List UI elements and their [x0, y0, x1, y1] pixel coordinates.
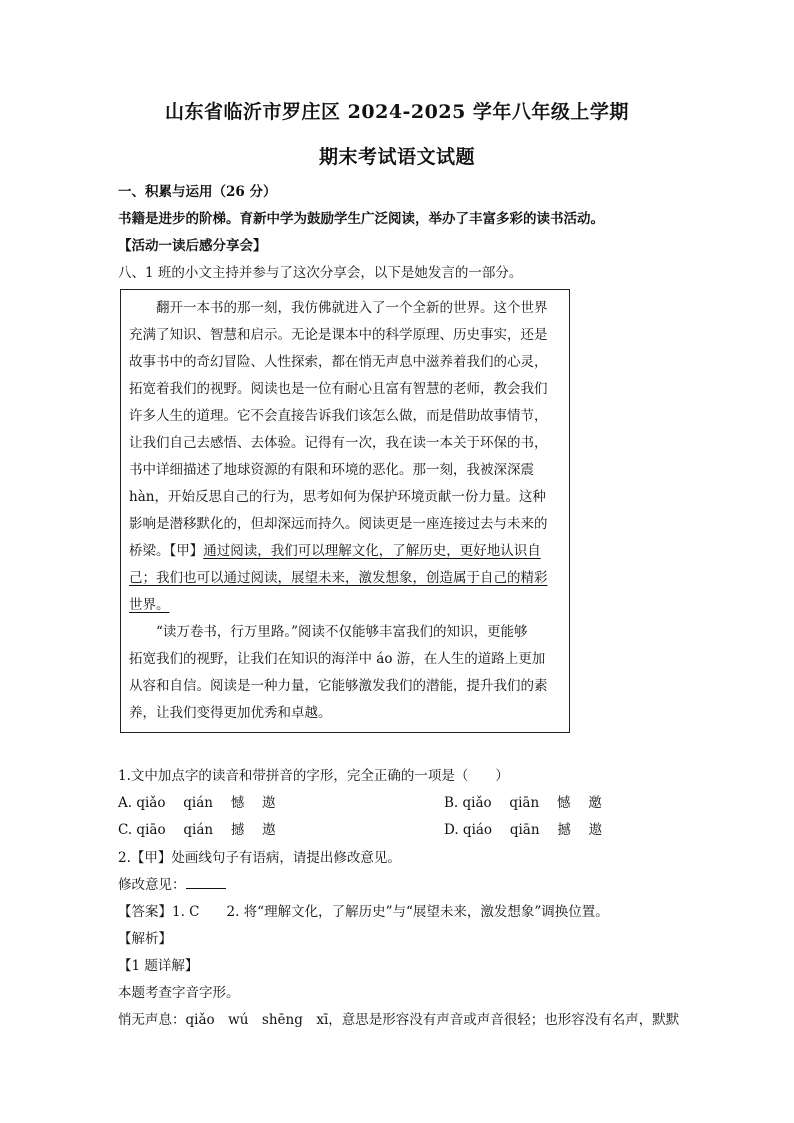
passage-line: 养，让我们变得更加优秀和卓越。 — [129, 705, 332, 721]
analysis-heading: 【解析】 — [118, 931, 172, 947]
answer-line — [118, 873, 226, 893]
underlined-sentence: 通过阅读，我们可以理解文化，了解历史，更好地认识自 — [203, 543, 541, 559]
passage-line: 让我们自己去感悟、去体验。记得有一次，我在读一本关于环保的书， — [129, 435, 548, 451]
passage-line: 许多人生的道理。它不会直接告诉我们该怎么做，而是借助故事情节， — [129, 408, 548, 424]
passage-line: 书中详细描述了地球资源的有限和环境的恶化。那一刻，我被深深震 — [129, 462, 534, 478]
passage-line: 从容和自信。阅读是一种力量，它能够激发我们的潜能，提升我们的素 — [129, 678, 548, 694]
detail-heading: 【1 题详解】 — [118, 958, 199, 974]
detail-explanation: 悄无声息：qiǎo wú shēng xī，意思是形容没有声音或声音很轻；也形容没有名声，默默 — [118, 1012, 680, 1028]
underlined-sentence: 己；我们也可以通过阅读，展望未来，激发想象，创造属于自己的精彩 — [129, 570, 548, 586]
passage-line: “读万卷书，行万里路。”阅读不仅能够丰富我们的知识，更能够 — [129, 624, 528, 640]
passage-line: 拓宽着我们的视野。阅读也是一位有耐心且富有智慧的老师，教会我们 — [129, 381, 548, 397]
section-heading: 一、积累与运用（26 分） — [118, 184, 277, 200]
answer-blank — [186, 876, 226, 889]
passage-line: 翻开一本书的那一刻，我仿佛就进入了一个全新的世界。这个世界 — [129, 300, 548, 316]
document-title-line1: 山东省临沂市罗庄区 2024-2025 学年八年级上学期 — [165, 101, 629, 123]
section-intro: 书籍是进步的阶梯。育新中学为鼓励学生广泛阅读，举办了丰富多彩的读书活动。 — [118, 211, 604, 227]
question-2-stem: 2.【甲】处画线句子有语病，请提出修改意见。 — [118, 850, 401, 866]
passage-line: 故事书中的奇幻冒险、人性探索，都在悄无声息中滋养着我们的心灵， — [129, 354, 548, 370]
option-a: A. qiǎo qián 憾 遨 — [118, 795, 276, 811]
option-c: C. qiāo qián 撼 遨 — [118, 822, 276, 838]
passage-line — [129, 539, 541, 559]
option-b: B. qiǎo qiān 憾 邀 — [444, 795, 602, 811]
passage-text: 桥梁。【甲】 — [129, 543, 204, 559]
passage-line: 拓宽我们的视野，让我们在知识的海洋中 áo 游，在人生的道路上更加 — [129, 651, 546, 667]
underlined-sentence: 世界。 — [129, 597, 170, 613]
question-1-stem: 1.文中加点字的读音和带拼音的字形，完全正确的一项是（ ） — [118, 768, 509, 784]
document-title-line2: 期末考试语文试题 — [318, 146, 475, 168]
passage-lead: 八、1 班的小文主持并参与了这次分享会，以下是她发言的一部分。 — [118, 265, 523, 281]
passage-line: 充满了知识、智慧和启示。无论是课本中的科学原理、历史事实，还是 — [129, 327, 548, 343]
passage-box — [120, 289, 570, 733]
passage-line: hàn，开始反思自己的行为，思考如何为保护环境贡献一份力量。这种 — [129, 489, 546, 505]
option-d: D. qiáo qiān 撼 遨 — [444, 822, 603, 838]
answer-label: 修改意见： — [118, 877, 186, 893]
answer-key: 【答案】1. C 2. 将“理解文化，了解历史”与“展望未来，激发想象”调换位置。 — [118, 904, 609, 920]
passage-line: 影响是潜移默化的，但却深远而持久。阅读更是一座连接过去与未来的 — [129, 516, 548, 532]
detail-text: 本题考查字音字形。 — [118, 985, 240, 1001]
activity-title: 【活动一读后感分享会】 — [118, 238, 267, 254]
